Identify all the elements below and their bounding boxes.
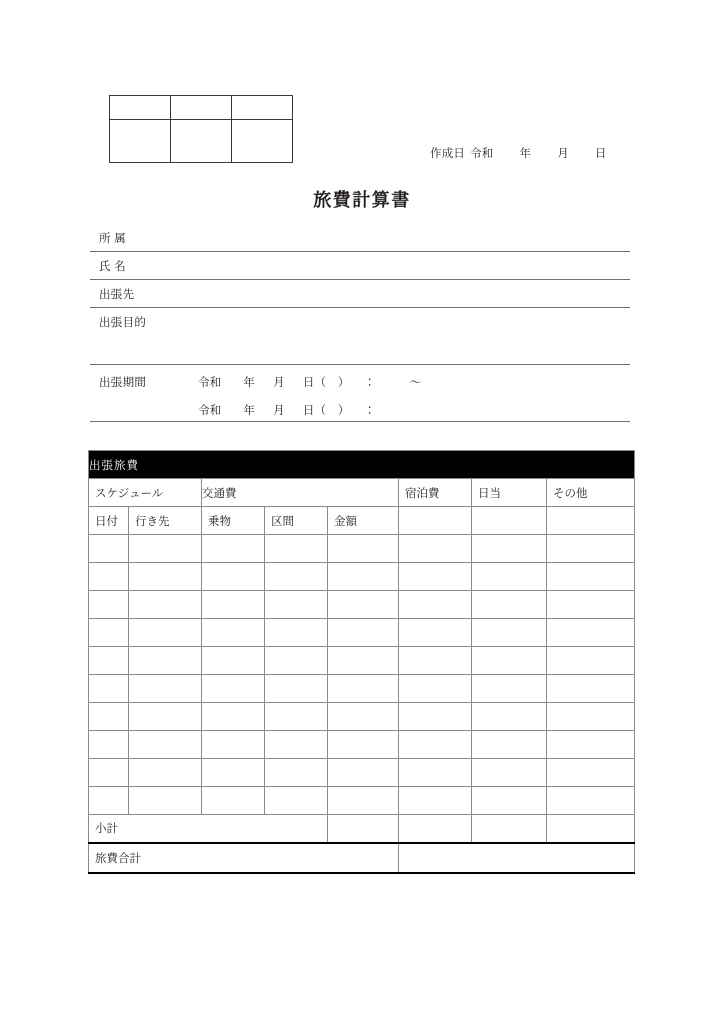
- trip-period-end-row[interactable]: [198, 402, 410, 418]
- cell-other[interactable]: [547, 787, 635, 815]
- cell-lodging[interactable]: [399, 647, 472, 675]
- trip-period-block[interactable]: [90, 364, 630, 422]
- cell-vehicle[interactable]: [202, 563, 265, 591]
- table-row: [89, 759, 635, 787]
- stamp-cell[interactable]: [232, 120, 293, 163]
- expense-table-head: [89, 451, 635, 535]
- cell-amount[interactable]: [328, 675, 399, 703]
- period-end-day-unit: 日: [302, 405, 315, 417]
- cell-vehicle[interactable]: [202, 535, 265, 563]
- table-row: [89, 731, 635, 759]
- approval-stamp-box: [109, 95, 293, 163]
- period-end-year-unit: 年: [243, 405, 256, 417]
- subtotal-cell-amount[interactable]: [328, 815, 399, 843]
- field-row-name[interactable]: [90, 252, 630, 280]
- cell-lodging[interactable]: [399, 759, 472, 787]
- cell-section[interactable]: [265, 591, 328, 619]
- table-row: [89, 535, 635, 563]
- period-end-time-colon: ：: [363, 405, 376, 417]
- cell-per-diem[interactable]: [472, 787, 547, 815]
- period-start-era: 令和: [198, 377, 222, 389]
- cell-vehicle[interactable]: [202, 703, 265, 731]
- cell-lodging[interactable]: [399, 563, 472, 591]
- stamp-cell[interactable]: [171, 120, 232, 163]
- cell-destination[interactable]: [129, 591, 202, 619]
- table-row: [89, 591, 635, 619]
- sub-header-amount: 金額: [328, 507, 399, 535]
- expense-table-banner-row: [89, 451, 635, 479]
- cell-lodging[interactable]: [399, 731, 472, 759]
- cell-per-diem[interactable]: [472, 703, 547, 731]
- cell-date[interactable]: [89, 787, 129, 815]
- cell-other[interactable]: [547, 675, 635, 703]
- cell-vehicle[interactable]: [202, 647, 265, 675]
- table-row: [89, 675, 635, 703]
- stamp-cell[interactable]: [110, 96, 171, 120]
- table-row: [89, 647, 635, 675]
- stamp-cell[interactable]: [110, 120, 171, 163]
- cell-date[interactable]: [89, 647, 129, 675]
- grand-total-value[interactable]: [399, 843, 635, 873]
- sub-header-lodging-spacer: [399, 507, 472, 535]
- cell-date[interactable]: [89, 563, 129, 591]
- subtotal-row: [89, 815, 635, 843]
- cell-section[interactable]: [265, 731, 328, 759]
- cell-destination[interactable]: [129, 703, 202, 731]
- cell-amount[interactable]: [328, 535, 399, 563]
- cell-vehicle[interactable]: [202, 675, 265, 703]
- subtotal-cell-other[interactable]: [547, 815, 635, 843]
- cell-vehicle[interactable]: [202, 591, 265, 619]
- trip-period-label: 出張期間: [99, 377, 147, 389]
- cell-destination[interactable]: [129, 535, 202, 563]
- cell-other[interactable]: [547, 591, 635, 619]
- expense-table-banner: 出張旅費: [89, 451, 635, 479]
- cell-per-diem[interactable]: [472, 647, 547, 675]
- cell-destination[interactable]: [129, 647, 202, 675]
- grand-total-row: [89, 843, 635, 873]
- cell-destination[interactable]: [129, 787, 202, 815]
- expense-table-foot: [89, 815, 635, 873]
- group-header-lodging: 宿泊費: [399, 479, 472, 507]
- cell-other[interactable]: [547, 731, 635, 759]
- cell-other[interactable]: [547, 563, 635, 591]
- cell-amount[interactable]: [328, 731, 399, 759]
- cell-date[interactable]: [89, 619, 129, 647]
- cell-other[interactable]: [547, 703, 635, 731]
- cell-section[interactable]: [265, 647, 328, 675]
- cell-lodging[interactable]: [399, 535, 472, 563]
- cell-vehicle[interactable]: [202, 787, 265, 815]
- sub-header-vehicle: 乗物: [202, 507, 265, 535]
- cell-per-diem[interactable]: [472, 619, 547, 647]
- cell-destination[interactable]: [129, 731, 202, 759]
- cell-section[interactable]: [265, 675, 328, 703]
- cell-section[interactable]: [265, 535, 328, 563]
- sub-header-per-diem-spacer: [472, 507, 547, 535]
- field-label-destination: 出張先: [99, 289, 135, 301]
- period-end-era: 令和: [198, 405, 222, 417]
- cell-lodging[interactable]: [399, 675, 472, 703]
- cell-date[interactable]: [89, 703, 129, 731]
- cell-other[interactable]: [547, 535, 635, 563]
- cell-date[interactable]: [89, 759, 129, 787]
- group-header-transport: 交通費: [202, 479, 399, 507]
- table-row: [89, 563, 635, 591]
- grand-total-label: 旅費合計: [89, 843, 399, 873]
- cell-amount[interactable]: [328, 563, 399, 591]
- cell-amount[interactable]: [328, 787, 399, 815]
- group-header-schedule: スケジュール: [89, 479, 202, 507]
- cell-date[interactable]: [89, 535, 129, 563]
- cell-vehicle[interactable]: [202, 759, 265, 787]
- cell-per-diem[interactable]: [472, 731, 547, 759]
- cell-amount[interactable]: [328, 759, 399, 787]
- subtotal-cell-per-diem[interactable]: [472, 815, 547, 843]
- cell-lodging[interactable]: [399, 703, 472, 731]
- cell-date[interactable]: [89, 675, 129, 703]
- expense-table: [88, 450, 635, 874]
- cell-amount[interactable]: [328, 619, 399, 647]
- cell-section[interactable]: [265, 703, 328, 731]
- cell-section[interactable]: [265, 787, 328, 815]
- cell-destination[interactable]: [129, 759, 202, 787]
- period-start-weekday-paren: （ ）: [314, 377, 344, 389]
- cell-amount[interactable]: [328, 591, 399, 619]
- cell-vehicle[interactable]: [202, 619, 265, 647]
- cell-other[interactable]: [547, 647, 635, 675]
- subtotal-cell-lodging[interactable]: [399, 815, 472, 843]
- field-row-destination[interactable]: [90, 280, 630, 308]
- subtotal-label: 小計: [89, 815, 328, 843]
- cell-lodging[interactable]: [399, 787, 472, 815]
- cell-other[interactable]: [547, 619, 635, 647]
- field-label-purpose: 出張目的: [99, 317, 147, 329]
- period-range-mark: 〜: [409, 377, 422, 389]
- page-title: 旅費計算書: [313, 190, 411, 210]
- table-row: [89, 787, 635, 815]
- creation-date-month-unit: 月: [557, 148, 569, 160]
- table-row: [89, 619, 635, 647]
- field-row-purpose[interactable]: [90, 308, 630, 336]
- expense-table-sub-header-row: [89, 507, 635, 535]
- field-label-affiliation: 所 属: [99, 233, 127, 245]
- sub-header-section: 区間: [265, 507, 328, 535]
- cell-section[interactable]: [265, 759, 328, 787]
- cell-per-diem[interactable]: [472, 535, 547, 563]
- cell-amount[interactable]: [328, 647, 399, 675]
- creation-date-day-unit: 日: [594, 148, 607, 160]
- group-header-per-diem: 日当: [472, 479, 547, 507]
- cell-date[interactable]: [89, 591, 129, 619]
- period-end-weekday-paren: （ ）: [314, 405, 344, 417]
- cell-section[interactable]: [265, 563, 328, 591]
- expense-table-body: [89, 535, 635, 815]
- stamp-cell[interactable]: [171, 96, 232, 120]
- cell-lodging[interactable]: [399, 619, 472, 647]
- creation-date-year-unit: 年: [519, 148, 532, 160]
- period-start-day-unit: 日: [302, 377, 315, 389]
- creation-date-era: 令和: [470, 148, 494, 160]
- cell-per-diem[interactable]: [472, 563, 547, 591]
- creation-date-line: [430, 145, 635, 161]
- period-start-month-unit: 月: [273, 377, 285, 389]
- creation-date-label: 作成日: [430, 148, 466, 160]
- cell-per-diem[interactable]: [472, 759, 547, 787]
- expense-table-group-header-row: [89, 479, 635, 507]
- cell-destination[interactable]: [129, 563, 202, 591]
- stamp-cell[interactable]: [232, 96, 293, 120]
- sub-header-destination: 行き先: [129, 507, 202, 535]
- cell-section[interactable]: [265, 619, 328, 647]
- trip-period-start-row[interactable]: [198, 374, 421, 390]
- cell-amount[interactable]: [328, 703, 399, 731]
- period-start-time-colon: ：: [363, 377, 376, 389]
- sub-header-date: 日付: [89, 507, 129, 535]
- period-start-year-unit: 年: [243, 377, 256, 389]
- period-end-month-unit: 月: [273, 405, 285, 417]
- field-row-affiliation[interactable]: [90, 224, 630, 252]
- group-header-other: その他: [547, 479, 635, 507]
- cell-vehicle[interactable]: [202, 731, 265, 759]
- sub-header-other-spacer: [547, 507, 635, 535]
- field-label-name: 氏 名: [99, 261, 127, 273]
- cell-date[interactable]: [89, 731, 129, 759]
- cell-lodging[interactable]: [399, 591, 472, 619]
- cell-per-diem[interactable]: [472, 675, 547, 703]
- table-row: [89, 703, 635, 731]
- cell-destination[interactable]: [129, 675, 202, 703]
- cell-destination[interactable]: [129, 619, 202, 647]
- cell-per-diem[interactable]: [472, 591, 547, 619]
- cell-other[interactable]: [547, 759, 635, 787]
